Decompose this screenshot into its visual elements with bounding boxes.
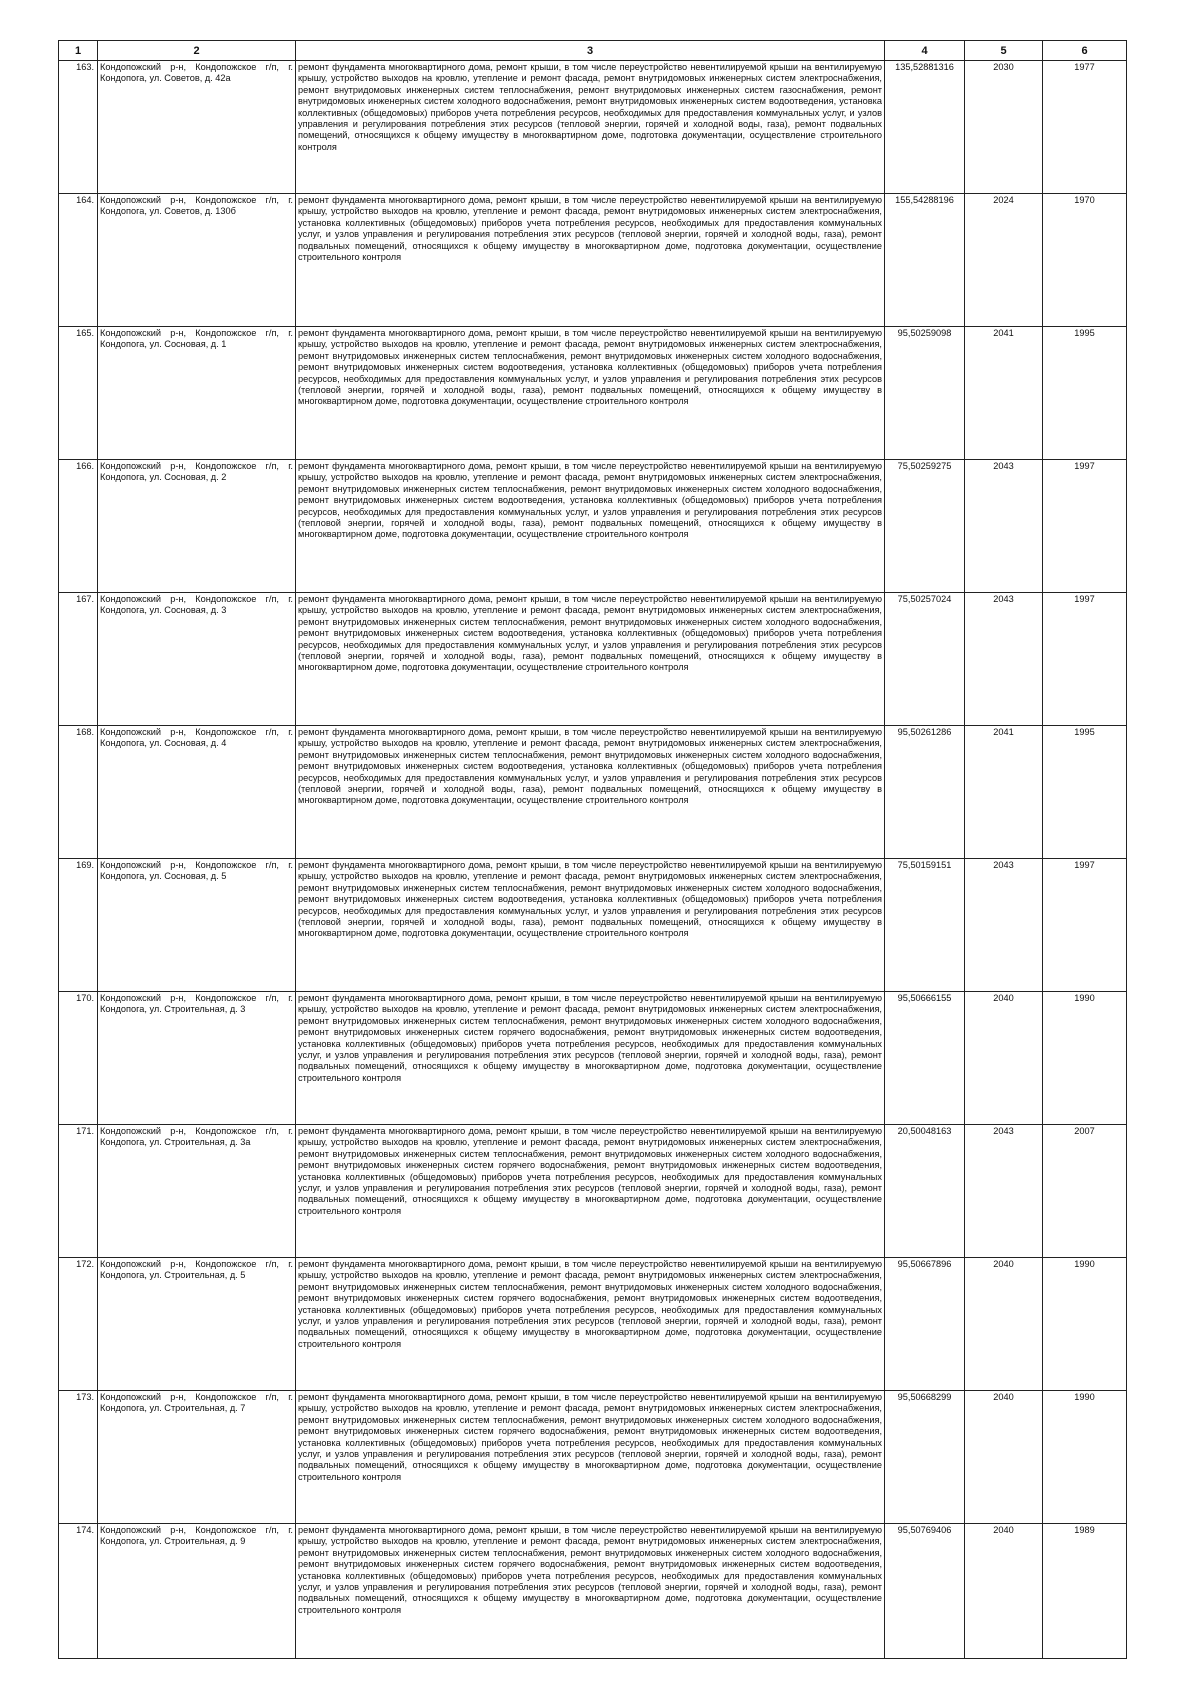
build-year-cell: 2007 [1043,1125,1127,1258]
address-cell: Кондопожский р-н, Кондопожское г/п, г. Кондопога, ул. Строительная, д. 9 [98,1524,296,1659]
planned-year-cell: 2040 [965,1391,1043,1524]
works-cell: ремонт фундамента многоквартирного дома, ремонт крыши, в том числе переустройство невентилируемой крыши на вентилируемую крышу, устройство выходов на кровлю, утепление и ремонт фасада, ремонт внутридомовых инженерных систем электроснабжения, ремонт внутридомовых инженерных систем теплоснабжения, ремонт внутридомовых инженерных систем холодного водоснабжения, ремонт внутридомовых инженерных систем водоотведения, установка коллективных (общедомовых) приборов учета потребления ресурсов, необходимых для предоставления коммунальных услуг, и узлов управления и регулирования потребления этих ресурсов (тепловой энергии, горячей и холодной воды, газа), ремонт подвальных помещений, относящихся к общему имуществу в многоквартирном доме, подготовка документации, осуществление строительного контроля [296,460,885,593]
planned-year-cell: 2043 [965,460,1043,593]
build-year-cell: 1995 [1043,726,1127,859]
works-cell: ремонт фундамента многоквартирного дома, ремонт крыши, в том числе переустройство невентилируемой крыши на вентилируемую крышу, устройство выходов на кровлю, утепление и ремонт фасада, ремонт внутридомовых инженерных систем электроснабжения, установка коллективных (общедомовых) приборов учета потребления ресурсов, необходимых для предоставления коммунальных услуг, и узлов управления и регулирования потребления этих ресурсов (тепловой энергии, горячей и холодной воды, газа), ремонт подвальных помещений, относящихся к общему имуществу в многоквартирном доме, подготовка документации, осуществление строительного контроля [296,194,885,327]
repair-program-table [58,40,1127,1659]
build-year-cell: 1997 [1043,593,1127,726]
table-row [59,726,1127,859]
address-cell: Кондопожский р-н, Кондопожское г/п, г. Кондопога, ул. Советов, д. 42а [98,61,296,194]
planned-year-cell: 2041 [965,726,1043,859]
cost-cell: 135,52881316 [885,61,965,194]
cost-cell: 95,50769406 [885,1524,965,1659]
table-row [59,1524,1127,1659]
column-header: 2 [98,41,296,61]
cost-cell: 95,50261286 [885,726,965,859]
build-year-cell: 1977 [1043,61,1127,194]
cost-cell: 95,50668299 [885,1391,965,1524]
build-year-cell: 1997 [1043,460,1127,593]
table-row [59,992,1127,1125]
build-year-cell: 1989 [1043,1524,1127,1659]
address-cell: Кондопожский р-н, Кондопожское г/п, г. Кондопога, ул. Сосновая, д. 2 [98,460,296,593]
table-row [59,327,1127,460]
table-row [59,61,1127,194]
row-number: 170. [59,992,98,1125]
cost-cell: 95,50259098 [885,327,965,460]
works-cell: ремонт фундамента многоквартирного дома, ремонт крыши, в том числе переустройство невентилируемой крыши на вентилируемую крышу, устройство выходов на кровлю, утепление и ремонт фасада, ремонт внутридомовых инженерных систем электроснабжения, ремонт внутридомовых инженерных систем теплоснабжения, ремонт внутридомовых инженерных систем холодного водоснабжения, ремонт внутридомовых инженерных систем горячего водоснабжения, ремонт внутридомовых инженерных систем водоотведения, установка коллективных (общедомовых) приборов учета потребления ресурсов, необходимых для предоставления коммунальных услуг, и узлов управления и регулирования потребления этих ресурсов (тепловой энергии, горячей и холодной воды, газа), ремонт подвальных помещений, относящихся к общему имуществу в многоквартирном доме, подготовка документации, осуществление строительного контроля [296,992,885,1125]
row-number: 174. [59,1524,98,1659]
address-cell: Кондопожский р-н, Кондопожское г/п, г. Кондопога, ул. Сосновая, д. 1 [98,327,296,460]
document-page [58,40,1126,1659]
works-cell: ремонт фундамента многоквартирного дома, ремонт крыши, в том числе переустройство невентилируемой крыши на вентилируемую крышу, устройство выходов на кровлю, утепление и ремонт фасада, ремонт внутридомовых инженерных систем электроснабжения, ремонт внутридомовых инженерных систем теплоснабжения, ремонт внутридомовых инженерных систем холодного водоснабжения, ремонт внутридомовых инженерных систем водоотведения, установка коллективных (общедомовых) приборов учета потребления ресурсов, необходимых для предоставления коммунальных услуг, и узлов управления и регулирования потребления этих ресурсов (тепловой энергии, горячей и холодной воды, газа), ремонт подвальных помещений, относящихся к общему имуществу в многоквартирном доме, подготовка документации, осуществление строительного контроля [296,726,885,859]
cost-cell: 155,54288196 [885,194,965,327]
table-row [59,1258,1127,1391]
planned-year-cell: 2040 [965,1258,1043,1391]
table-row [59,1125,1127,1258]
planned-year-cell: 2040 [965,1524,1043,1659]
table-row [59,859,1127,992]
works-cell: ремонт фундамента многоквартирного дома, ремонт крыши, в том числе переустройство невентилируемой крыши на вентилируемую крышу, устройство выходов на кровлю, утепление и ремонт фасада, ремонт внутридомовых инженерных систем электроснабжения, ремонт внутридомовых инженерных систем теплоснабжения, ремонт внутридомовых инженерных систем холодного водоснабжения, ремонт внутридомовых инженерных систем горячего водоснабжения, ремонт внутридомовых инженерных систем водоотведения, установка коллективных (общедомовых) приборов учета потребления ресурсов, необходимых для предоставления коммунальных услуг, и узлов управления и регулирования потребления этих ресурсов (тепловой энергии, горячей и холодной воды, газа), ремонт подвальных помещений, относящихся к общему имуществу в многоквартирном доме, подготовка документации, осуществление строительного контроля [296,1391,885,1524]
column-header: 6 [1043,41,1127,61]
works-cell: ремонт фундамента многоквартирного дома, ремонт крыши, в том числе переустройство невентилируемой крыши на вентилируемую крышу, устройство выходов на кровлю, утепление и ремонт фасада, ремонт внутридомовых инженерных систем электроснабжения, ремонт внутридомовых инженерных систем теплоснабжения, ремонт внутридомовых инженерных систем холодного водоснабжения, ремонт внутридомовых инженерных систем водоотведения, установка коллективных (общедомовых) приборов учета потребления ресурсов, необходимых для предоставления коммунальных услуг, и узлов управления и регулирования потребления этих ресурсов (тепловой энергии, горячей и холодной воды, газа), ремонт подвальных помещений, относящихся к общему имуществу в многоквартирном доме, подготовка документации, осуществление строительного контроля [296,859,885,992]
build-year-cell: 1997 [1043,859,1127,992]
planned-year-cell: 2030 [965,61,1043,194]
cost-cell: 75,50159151 [885,859,965,992]
build-year-cell: 1970 [1043,194,1127,327]
row-number: 173. [59,1391,98,1524]
planned-year-cell: 2040 [965,992,1043,1125]
works-cell: ремонт фундамента многоквартирного дома, ремонт крыши, в том числе переустройство невентилируемой крыши на вентилируемую крышу, устройство выходов на кровлю, утепление и ремонт фасада, ремонт внутридомовых инженерных систем электроснабжения, ремонт внутридомовых инженерных систем теплоснабжения, ремонт внутридомовых инженерных систем холодного водоснабжения, ремонт внутридомовых инженерных систем горячего водоснабжения, ремонт внутридомовых инженерных систем водоотведения, установка коллективных (общедомовых) приборов учета потребления ресурсов, необходимых для предоставления коммунальных услуг, и узлов управления и регулирования потребления этих ресурсов (тепловой энергии, горячей и холодной воды, газа), ремонт подвальных помещений, относящихся к общему имуществу в многоквартирном доме, подготовка документации, осуществление строительного контроля [296,1125,885,1258]
row-number: 171. [59,1125,98,1258]
works-cell: ремонт фундамента многоквартирного дома, ремонт крыши, в том числе переустройство невентилируемой крыши на вентилируемую крышу, устройство выходов на кровлю, утепление и ремонт фасада, ремонт внутридомовых инженерных систем электроснабжения, ремонт внутридомовых инженерных систем теплоснабжения, ремонт внутридомовых инженерных систем холодного водоснабжения, ремонт внутридомовых инженерных систем водоотведения, установка коллективных (общедомовых) приборов учета потребления ресурсов, необходимых для предоставления коммунальных услуг, и узлов управления и регулирования потребления этих ресурсов (тепловой энергии, горячей и холодной воды, газа), ремонт подвальных помещений, относящихся к общему имуществу в многоквартирном доме, подготовка документации, осуществление строительного контроля [296,593,885,726]
column-header: 5 [965,41,1043,61]
address-cell: Кондопожский р-н, Кондопожское г/п, г. Кондопога, ул. Сосновая, д. 4 [98,726,296,859]
row-number: 166. [59,460,98,593]
planned-year-cell: 2043 [965,593,1043,726]
cost-cell: 95,50666155 [885,992,965,1125]
row-number: 164. [59,194,98,327]
works-cell: ремонт фундамента многоквартирного дома, ремонт крыши, в том числе переустройство невентилируемой крыши на вентилируемую крышу, устройство выходов на кровлю, утепление и ремонт фасада, ремонт внутридомовых инженерных систем электроснабжения, ремонт внутридомовых инженерных систем теплоснабжения, ремонт внутридомовых инженерных систем газоснабжения, ремонт внутридомовых инженерных систем холодного водоснабжения, ремонт внутридомовых инженерных систем водоотведения, установка коллективных (общедомовых) приборов учета потребления ресурсов, необходимых для предоставления коммунальных услуг, и узлов управления и регулирования потребления этих ресурсов (тепловой энергии, горячей и холодной воды, газа), ремонт подвальных помещений, относящихся к общему имуществу в многоквартирном доме, подготовка документации, осуществление строительного контроля [296,61,885,194]
table-row [59,460,1127,593]
address-cell: Кондопожский р-н, Кондопожское г/п, г. Кондопога, ул. Советов, д. 130б [98,194,296,327]
column-header: 1 [59,41,98,61]
address-cell: Кондопожский р-н, Кондопожское г/п, г. Кондопога, ул. Строительная, д. 3 [98,992,296,1125]
planned-year-cell: 2043 [965,1125,1043,1258]
planned-year-cell: 2043 [965,859,1043,992]
row-number: 163. [59,61,98,194]
build-year-cell: 1990 [1043,1391,1127,1524]
row-number: 169. [59,859,98,992]
address-cell: Кондопожский р-н, Кондопожское г/п, г. Кондопога, ул. Строительная, д. 3а [98,1125,296,1258]
works-cell: ремонт фундамента многоквартирного дома, ремонт крыши, в том числе переустройство невентилируемой крыши на вентилируемую крышу, устройство выходов на кровлю, утепление и ремонт фасада, ремонт внутридомовых инженерных систем электроснабжения, ремонт внутридомовых инженерных систем теплоснабжения, ремонт внутридомовых инженерных систем холодного водоснабжения, ремонт внутридомовых инженерных систем горячего водоснабжения, ремонт внутридомовых инженерных систем водоотведения, установка коллективных (общедомовых) приборов учета потребления ресурсов, необходимых для предоставления коммунальных услуг, и узлов управления и регулирования потребления этих ресурсов (тепловой энергии, горячей и холодной воды, газа), ремонт подвальных помещений, относящихся к общему имуществу в многоквартирном доме, подготовка документации, осуществление строительного контроля [296,1524,885,1659]
address-cell: Кондопожский р-н, Кондопожское г/п, г. Кондопога, ул. Строительная, д. 5 [98,1258,296,1391]
cost-cell: 95,50667896 [885,1258,965,1391]
cost-cell: 75,50259275 [885,460,965,593]
address-cell: Кондопожский р-н, Кондопожское г/п, г. Кондопога, ул. Строительная, д. 7 [98,1391,296,1524]
cost-cell: 20,50048163 [885,1125,965,1258]
build-year-cell: 1990 [1043,1258,1127,1391]
column-header: 3 [296,41,885,61]
table-header [59,41,1127,61]
table-row [59,194,1127,327]
table-row [59,593,1127,726]
row-number: 172. [59,1258,98,1391]
works-cell: ремонт фундамента многоквартирного дома, ремонт крыши, в том числе переустройство невентилируемой крыши на вентилируемую крышу, устройство выходов на кровлю, утепление и ремонт фасада, ремонт внутридомовых инженерных систем электроснабжения, ремонт внутридомовых инженерных систем теплоснабжения, ремонт внутридомовых инженерных систем холодного водоснабжения, ремонт внутридомовых инженерных систем водоотведения, установка коллективных (общедомовых) приборов учета потребления ресурсов, необходимых для предоставления коммунальных услуг, и узлов управления и регулирования потребления этих ресурсов (тепловой энергии, горячей и холодной воды, газа), ремонт подвальных помещений, относящихся к общему имуществу в многоквартирном доме, подготовка документации, осуществление строительного контроля [296,327,885,460]
header-row [59,41,1127,61]
build-year-cell: 1995 [1043,327,1127,460]
row-number: 167. [59,593,98,726]
planned-year-cell: 2041 [965,327,1043,460]
address-cell: Кондопожский р-н, Кондопожское г/п, г. Кондопога, ул. Сосновая, д. 5 [98,859,296,992]
column-header: 4 [885,41,965,61]
table-body [59,61,1127,1659]
table-row [59,1391,1127,1524]
row-number: 168. [59,726,98,859]
address-cell: Кондопожский р-н, Кондопожское г/п, г. Кондопога, ул. Сосновая, д. 3 [98,593,296,726]
cost-cell: 75,50257024 [885,593,965,726]
row-number: 165. [59,327,98,460]
planned-year-cell: 2024 [965,194,1043,327]
build-year-cell: 1990 [1043,992,1127,1125]
works-cell: ремонт фундамента многоквартирного дома, ремонт крыши, в том числе переустройство невентилируемой крыши на вентилируемую крышу, устройство выходов на кровлю, утепление и ремонт фасада, ремонт внутридомовых инженерных систем электроснабжения, ремонт внутридомовых инженерных систем теплоснабжения, ремонт внутридомовых инженерных систем холодного водоснабжения, ремонт внутридомовых инженерных систем горячего водоснабжения, ремонт внутридомовых инженерных систем водоотведения, установка коллективных (общедомовых) приборов учета потребления ресурсов, необходимых для предоставления коммунальных услуг, и узлов управления и регулирования потребления этих ресурсов (тепловой энергии, горячей и холодной воды, газа), ремонт подвальных помещений, относящихся к общему имуществу в многоквартирном доме, подготовка документации, осуществление строительного контроля [296,1258,885,1391]
